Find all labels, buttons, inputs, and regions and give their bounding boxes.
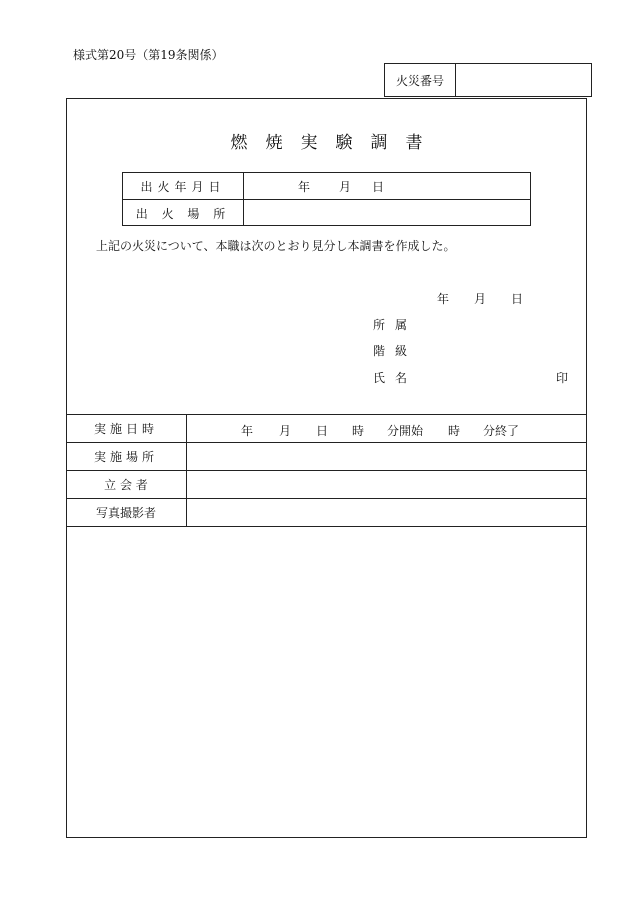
experiment-datetime-row xyxy=(66,415,587,443)
datetime-start-min: 分開始 xyxy=(387,424,424,438)
datetime-day: 日 xyxy=(316,424,329,438)
free-notes-area[interactable] xyxy=(66,523,587,837)
fire-place-field[interactable] xyxy=(244,200,530,226)
witness-row xyxy=(66,471,587,499)
name-label: 氏名 xyxy=(373,371,418,385)
experiment-place-row xyxy=(66,443,587,471)
fire-place-row xyxy=(123,199,530,226)
signature-date-day: 日 xyxy=(511,292,524,306)
fire-date-field[interactable] xyxy=(244,173,530,199)
fire-date-year: 年 xyxy=(298,180,311,194)
fire-date-day: 日 xyxy=(372,180,385,194)
fire-number-box xyxy=(384,63,592,97)
fire-place-label: 出 火 場 所 xyxy=(123,200,244,226)
seal-mark: 印 xyxy=(556,371,569,385)
photographer-label: 写真撮影者 xyxy=(66,499,187,526)
witness-label: 立 会 者 xyxy=(66,471,187,498)
fire-info-table xyxy=(122,172,531,226)
experiment-place-label: 実施場所 xyxy=(66,443,187,470)
statement-text: 上記の火災について、本職は次のとおり見分し本調書を作成した。 xyxy=(96,239,456,253)
datetime-end-hour: 時 xyxy=(448,424,461,438)
experiment-datetime-label: 実施日時 xyxy=(66,415,187,442)
signature-date-year: 年 xyxy=(437,292,450,306)
experiment-details-table xyxy=(66,414,587,527)
experiment-place-field[interactable] xyxy=(187,443,587,470)
affiliation-label: 所属 xyxy=(373,318,418,332)
datetime-month: 月 xyxy=(279,424,292,438)
signature-date-month: 月 xyxy=(474,292,487,306)
fire-number-label: 火災番号 xyxy=(385,64,456,96)
form-number: 様式第20号（第19条関係） xyxy=(73,48,224,62)
page-title: 燃焼実験調書 xyxy=(230,133,441,153)
experiment-datetime-field[interactable] xyxy=(187,415,587,442)
witness-field[interactable] xyxy=(187,471,587,498)
datetime-end-min: 分終了 xyxy=(483,424,520,438)
datetime-year: 年 xyxy=(241,424,254,438)
fire-date-label: 出火年月日 xyxy=(123,173,244,199)
fire-date-row xyxy=(123,173,530,199)
datetime-hour: 時 xyxy=(352,424,365,438)
fire-date-month: 月 xyxy=(339,180,352,194)
fire-number-field[interactable] xyxy=(456,64,591,96)
rank-label: 階級 xyxy=(373,344,418,358)
photographer-field[interactable] xyxy=(187,499,587,526)
